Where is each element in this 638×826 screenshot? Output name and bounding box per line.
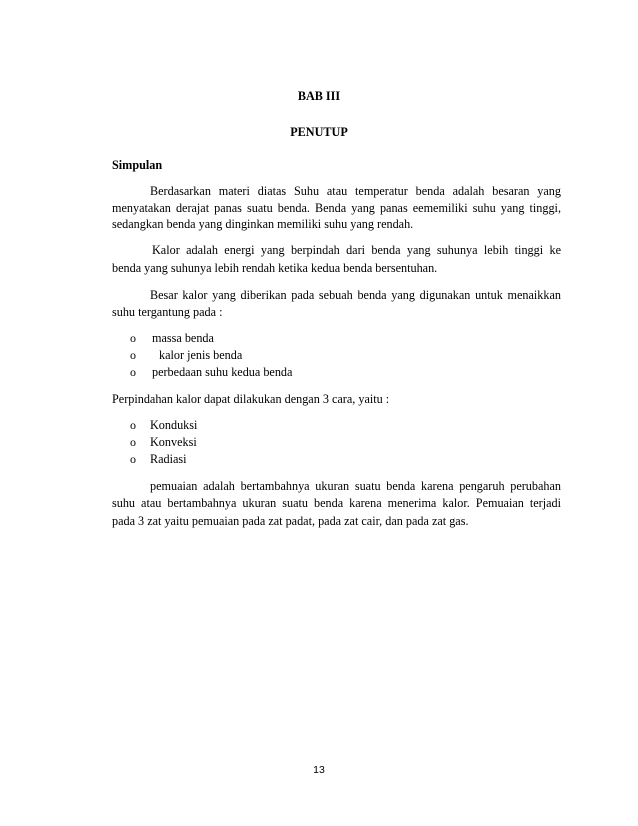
section-title: Simpulan bbox=[112, 158, 163, 172]
paragraph-1-line-3: sedangkan benda yang dinginkan memiliki suhu yang rendah. bbox=[112, 217, 414, 231]
page-number: 13 bbox=[313, 764, 325, 776]
list-item: massa benda bbox=[152, 331, 214, 345]
paragraph-3-line-1: Besar kalor yang diberikan pada sebuah benda yang digunakan untuk menaikkan bbox=[150, 288, 561, 302]
list-item: Radiasi bbox=[150, 452, 187, 466]
paragraph-5-line-1: pemuaian adalah bertambahnya ukuran suatu benda karena pengaruh perubahan bbox=[150, 479, 561, 493]
list-bullet: o bbox=[130, 418, 136, 432]
paragraph-1-line-2: menyatakan derajat panas suatu benda. Benda yang panas eememiliki suhu yang tinggi, bbox=[112, 201, 561, 215]
chapter-title: PENUTUP bbox=[290, 125, 348, 139]
paragraph-2-line-1: Kalor adalah energi yang berpindah dari benda yang suhunya lebih tinggi ke bbox=[152, 243, 561, 257]
list-bullet: o bbox=[130, 331, 136, 345]
paragraph-2-line-2: benda yang suhunya lebih rendah ketika kedua benda bersentuhan. bbox=[112, 261, 438, 275]
list-item: Konveksi bbox=[150, 435, 197, 449]
paragraph-1-line-1: Berdasarkan materi diatas Suhu atau temperatur benda adalah besaran yang bbox=[150, 184, 561, 198]
chapter-heading: BAB III bbox=[297, 89, 341, 103]
list-item: perbedaan suhu kedua benda bbox=[152, 365, 293, 379]
list-bullet: o bbox=[130, 452, 136, 466]
paragraph-5-line-2: suhu atau bertambahnya ukuran suatu benda karena menerima kalor. Pemuaian terjadi bbox=[112, 496, 561, 510]
list-item: kalor jenis benda bbox=[159, 348, 243, 362]
list-bullet: o bbox=[130, 365, 136, 379]
paragraph-5-line-3: pada 3 zat yaitu pemuaian pada zat padat, pada zat cair, dan pada zat gas. bbox=[112, 514, 469, 528]
list-item: Konduksi bbox=[150, 418, 198, 432]
paragraph-4: Perpindahan kalor dapat dilakukan dengan 3 cara, yaitu : bbox=[112, 392, 390, 406]
list-bullet: o bbox=[130, 348, 136, 362]
list-bullet: o bbox=[130, 435, 136, 449]
paragraph-3-line-2: suhu tergantung pada : bbox=[112, 305, 223, 319]
